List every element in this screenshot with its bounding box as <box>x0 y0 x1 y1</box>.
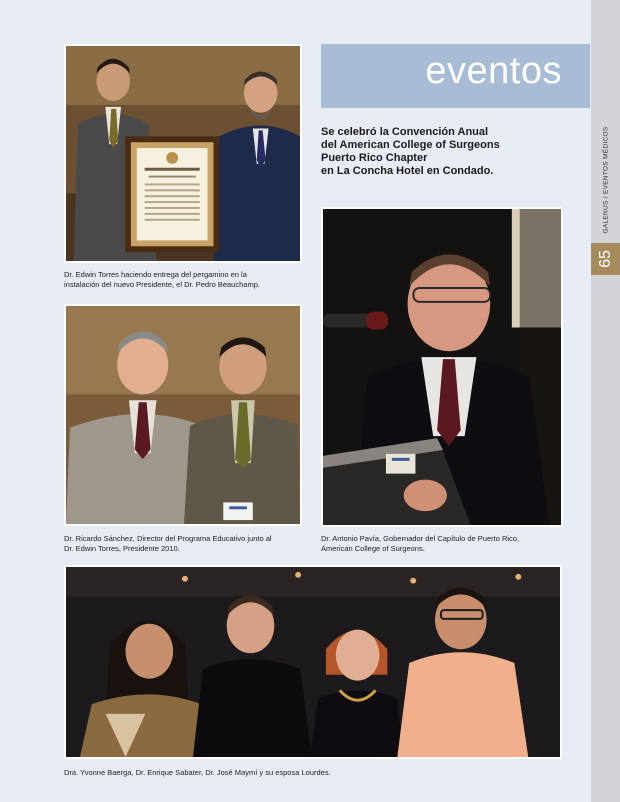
headline-line: Puerto Rico Chapter <box>321 152 428 164</box>
caption-line: Dr. Edwin Torres, Presidente 2010. <box>64 544 180 553</box>
page-number: 65 <box>596 250 614 268</box>
caption-line: American College of Surgeons. <box>321 544 425 553</box>
section-title-block <box>321 44 590 108</box>
caption-line: instalación del nuevo Presidente, el Dr. Pedro Beauchamp. <box>64 280 260 289</box>
headline-line: Se celebró la Convención Anual <box>321 126 489 138</box>
photo-caption <box>64 534 272 554</box>
photo-caption <box>321 534 519 554</box>
section-label-text: GALENUS / EVENTOS MÉDICOS <box>602 126 609 234</box>
caption-line: Dr. Antonio Pavía, Gobernador del Capítulo de Puerto Rico, <box>321 534 520 543</box>
page-number-tab <box>591 243 620 275</box>
section-title: eventos <box>425 50 562 92</box>
caption-line: Dr. Ricardo Sánchez, Director del Programa Educativo junto al <box>64 534 272 543</box>
caption-line: Dr. Edwin Torres haciendo entrega del pergamino en la <box>64 270 247 279</box>
headline <box>321 126 583 178</box>
photo-certificate-presentation <box>64 44 302 263</box>
headline-line: del American College of Surgeons <box>321 139 500 151</box>
photo-group-four <box>64 565 562 759</box>
caption-line: Dra. Yvonne Baerga, Dr. Enrique Sabater, Dr. José Maymí y su esposa Lourdes. <box>64 768 331 777</box>
headline-line: en La Concha Hotel en Condado. <box>321 165 494 177</box>
photo-caption <box>64 768 331 778</box>
photo-two-doctors <box>64 304 302 526</box>
photo-caption <box>64 270 260 290</box>
photo-speaker-podium <box>321 207 563 527</box>
section-label <box>591 120 620 240</box>
